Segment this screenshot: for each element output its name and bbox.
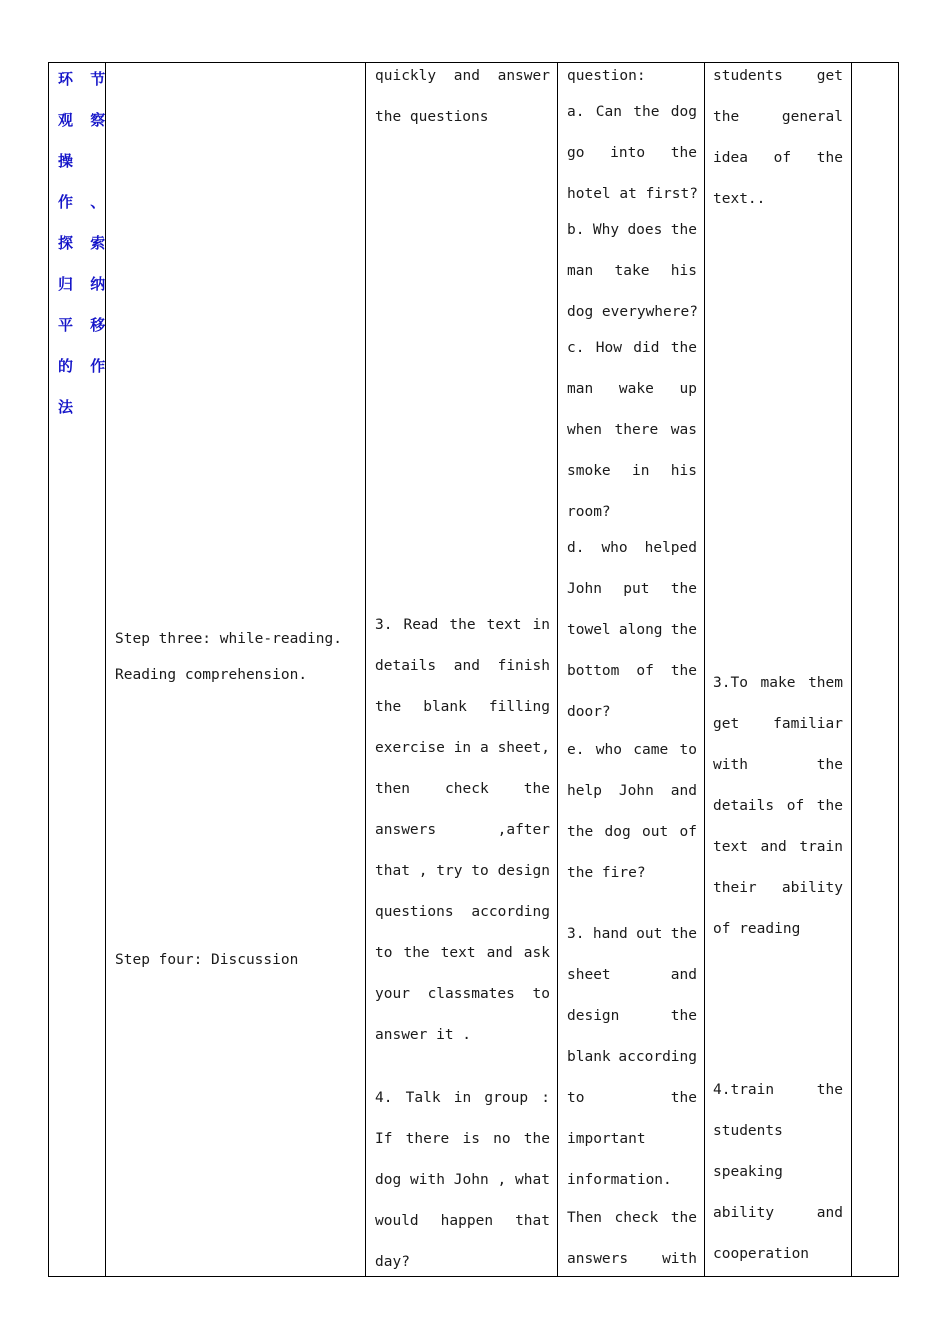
text-line: the questions <box>375 109 489 125</box>
text-line: the fire? <box>567 865 646 881</box>
purpose-cell <box>705 63 851 1276</box>
text-line: exercise in a sheet, <box>375 740 550 756</box>
teacher-activity-cell <box>558 63 704 1276</box>
text-line: 4. Talk in group : <box>375 1090 550 1106</box>
text-line: d. who helped <box>567 540 697 556</box>
text-line: c. How did the <box>567 340 697 356</box>
stage-label-line: 观 察 <box>58 111 112 129</box>
lesson-plan-table <box>48 62 899 1277</box>
text-line: John put the <box>567 581 697 597</box>
text-line: with the <box>713 757 843 773</box>
text-line: speaking <box>713 1164 783 1180</box>
text-line: to the <box>567 1090 697 1106</box>
text-line: students get <box>713 68 843 84</box>
text-line: dog everywhere? <box>567 304 698 320</box>
text-line: students <box>713 1123 783 1139</box>
text-line: answers ,after <box>375 822 550 838</box>
step-three-title: Step three: while-reading. <box>115 631 342 647</box>
text-line: important <box>567 1131 646 1147</box>
text-line: then check the <box>375 781 550 797</box>
text-line: help John and <box>567 783 697 799</box>
text-line: towel along the <box>567 622 697 638</box>
text-line: room? <box>567 504 611 520</box>
text-line: details of the <box>713 798 843 814</box>
steps-cell <box>106 63 365 1276</box>
text-line: that , try to design <box>375 863 550 879</box>
step-three-subtitle: Reading comprehension. <box>115 667 308 683</box>
stage-label-line: 环 节 <box>58 70 112 88</box>
text-line: your classmates to <box>375 986 550 1002</box>
text-line: details and finish <box>375 658 550 674</box>
stage-label-line: 归 纳 <box>58 275 112 293</box>
text-line: get familiar <box>713 716 843 732</box>
text-line: man take his <box>567 263 697 279</box>
text-line: a. Can the dog <box>567 104 697 120</box>
text-line: hotel at first? <box>567 186 698 202</box>
text-line: e. who came to <box>567 742 697 758</box>
text-line: when there was <box>567 422 697 438</box>
text-line: 3.To make them <box>713 675 843 691</box>
text-line: door? <box>567 704 611 720</box>
text-line: the general <box>713 109 843 125</box>
text-line: of reading <box>713 921 801 937</box>
step-four-title: Step four: Discussion <box>115 952 299 968</box>
text-line: questions according <box>375 904 550 920</box>
stage-label-line: 操 <box>58 152 80 170</box>
text-line: day? <box>375 1254 410 1270</box>
text-line: answers with <box>567 1251 697 1267</box>
text-line: 3. Read the text in <box>375 617 550 633</box>
notes-cell <box>852 63 899 1276</box>
text-line: b. Why does the <box>567 222 697 238</box>
text-line: Then check the <box>567 1210 697 1226</box>
student-activity-cell <box>366 63 557 1276</box>
text-line: blank according <box>567 1049 697 1065</box>
text-line: text.. <box>713 191 766 207</box>
text-line: man wake up <box>567 381 697 397</box>
stage-label-line: 探 索 <box>58 234 112 252</box>
text-line: ability and <box>713 1205 843 1221</box>
text-line: go into the <box>567 145 697 161</box>
text-line: bottom of the <box>567 663 697 679</box>
stage-label-line: 的 作 <box>58 357 112 375</box>
stage-label-line: 法 <box>58 398 80 416</box>
text-line: the dog out of <box>567 824 697 840</box>
text-line: design the <box>567 1008 697 1024</box>
text-line: idea of the <box>713 150 843 166</box>
text-line: quickly and answer <box>375 68 550 84</box>
text-line: would happen that <box>375 1213 550 1229</box>
text-line: smoke in his <box>567 463 697 479</box>
text-line: question: <box>567 68 646 84</box>
text-line: answer it . <box>375 1027 472 1043</box>
text-line: to the text and ask <box>375 945 550 961</box>
text-line: cooperation <box>713 1246 810 1262</box>
text-line: If there is no the <box>375 1131 550 1147</box>
stage-label-line: 平 移 <box>58 316 112 334</box>
text-line: text and train <box>713 839 843 855</box>
text-line: their ability <box>713 880 843 896</box>
text-line: 4.train the <box>713 1082 843 1098</box>
stage-label-line: 作 、 <box>58 193 112 211</box>
text-line: sheet and <box>567 967 697 983</box>
text-line: the blank filling <box>375 699 550 715</box>
text-line: 3. hand out the <box>567 926 697 942</box>
text-line: information. <box>567 1172 672 1188</box>
stage-label-cell <box>49 63 112 1276</box>
text-line: dog with John , what <box>375 1172 550 1188</box>
